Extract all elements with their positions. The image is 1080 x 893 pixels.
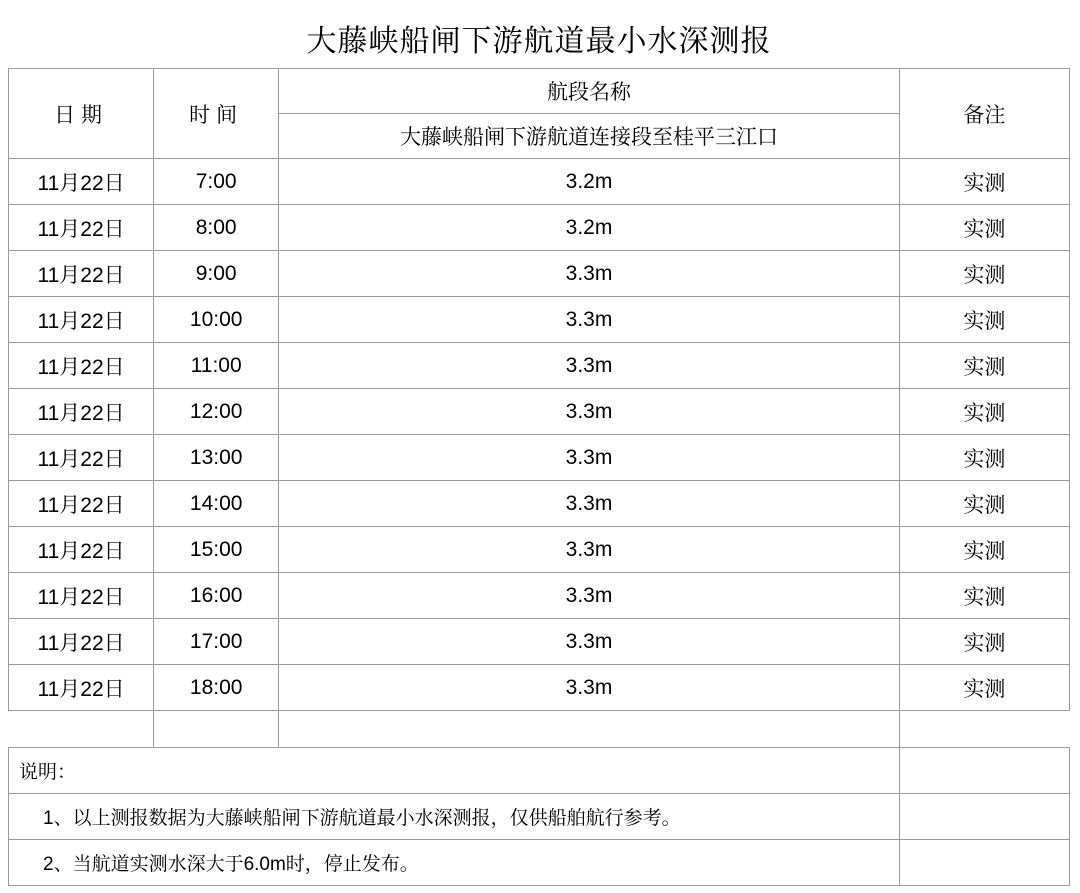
water-depth-report-table xyxy=(8,8,1070,886)
note-item-1: 1、以上测报数据为大藤峡船闸下游航道最小水深测报，仅供船舶航行参考。 xyxy=(9,794,900,840)
table-row xyxy=(9,297,1070,343)
cell-date: 11月22日 xyxy=(9,343,154,389)
cell-time: 15:00 xyxy=(154,527,279,573)
cell-time: 14:00 xyxy=(154,481,279,527)
cell-note: 实测 xyxy=(899,527,1069,573)
notes-label-row xyxy=(9,748,1070,794)
cell-depth: 3.3m xyxy=(279,573,900,619)
cell-note: 实测 xyxy=(899,389,1069,435)
cell-depth: 3.3m xyxy=(279,619,900,665)
header-note xyxy=(899,69,1069,159)
cell-time: 8:00 xyxy=(154,205,279,251)
cell-depth: 3.3m xyxy=(279,343,900,389)
spacer-cell xyxy=(899,711,1069,748)
header-date xyxy=(9,69,154,159)
cell-depth: 3.2m xyxy=(279,159,900,205)
table-row xyxy=(9,343,1070,389)
cell-time: 12:00 xyxy=(154,389,279,435)
cell-depth: 3.3m xyxy=(279,481,900,527)
cell-time: 18:00 xyxy=(154,665,279,711)
table-row xyxy=(9,251,1070,297)
cell-date: 11月22日 xyxy=(9,665,154,711)
cell-depth: 3.3m xyxy=(279,527,900,573)
cell-date: 11月22日 xyxy=(9,527,154,573)
spacer-row xyxy=(9,711,1070,748)
note-item-1-tail xyxy=(899,794,1069,840)
header-segment-name: 大藤峡船闸下游航道连接段至桂平三江口 xyxy=(279,114,900,159)
cell-time: 11:00 xyxy=(154,343,279,389)
cell-depth: 3.2m xyxy=(279,205,900,251)
cell-depth: 3.3m xyxy=(279,297,900,343)
cell-date: 11月22日 xyxy=(9,297,154,343)
table-row xyxy=(9,435,1070,481)
spacer-cell xyxy=(279,711,900,748)
cell-time: 17:00 xyxy=(154,619,279,665)
cell-date: 11月22日 xyxy=(9,251,154,297)
cell-note: 实测 xyxy=(899,205,1069,251)
table-row xyxy=(9,205,1070,251)
table-row xyxy=(9,481,1070,527)
title-row xyxy=(9,8,1070,69)
cell-depth: 3.3m xyxy=(279,251,900,297)
cell-depth: 3.3m xyxy=(279,435,900,481)
cell-time: 7:00 xyxy=(154,159,279,205)
cell-date: 11月22日 xyxy=(9,159,154,205)
cell-date: 11月22日 xyxy=(9,435,154,481)
note-item-2: 2、当航道实测水深大于6.0m时，停止发布。 xyxy=(9,840,900,886)
cell-depth: 3.3m xyxy=(279,389,900,435)
cell-note: 实测 xyxy=(899,665,1069,711)
note-item-2-tail xyxy=(899,840,1069,886)
notes-label: 说明： xyxy=(9,748,900,794)
note-item-row xyxy=(9,840,1070,886)
cell-note: 实测 xyxy=(899,297,1069,343)
header-segment-group: 航段名称 xyxy=(279,69,900,114)
report-page xyxy=(0,8,1080,893)
cell-time: 9:00 xyxy=(154,251,279,297)
header-row-1 xyxy=(9,69,1070,114)
notes-label-tail xyxy=(899,748,1069,794)
cell-note: 实测 xyxy=(899,573,1069,619)
cell-note: 实测 xyxy=(899,343,1069,389)
header-time-label: 时间 xyxy=(189,103,244,127)
spacer-cell xyxy=(9,711,154,748)
cell-date: 11月22日 xyxy=(9,573,154,619)
table-row xyxy=(9,573,1070,619)
cell-date: 11月22日 xyxy=(9,481,154,527)
cell-date: 11月22日 xyxy=(9,205,154,251)
cell-time: 13:00 xyxy=(154,435,279,481)
table-row xyxy=(9,159,1070,205)
cell-note: 实测 xyxy=(899,435,1069,481)
cell-time: 16:00 xyxy=(154,573,279,619)
page-title: 大藤峡船闸下游航道最小水深测报 xyxy=(306,25,772,58)
cell-note: 实测 xyxy=(899,159,1069,205)
cell-note: 实测 xyxy=(899,619,1069,665)
cell-note: 实测 xyxy=(899,481,1069,527)
cell-note: 实测 xyxy=(899,251,1069,297)
table-row xyxy=(9,665,1070,711)
header-note-label: 备注 xyxy=(963,103,1006,127)
header-time xyxy=(154,69,279,159)
cell-depth: 3.3m xyxy=(279,665,900,711)
cell-date: 11月22日 xyxy=(9,389,154,435)
table-row xyxy=(9,619,1070,665)
spacer-cell xyxy=(154,711,279,748)
header-date-label: 日期 xyxy=(54,103,109,127)
table-row xyxy=(9,389,1070,435)
table-row xyxy=(9,527,1070,573)
cell-date: 11月22日 xyxy=(9,619,154,665)
note-item-row xyxy=(9,794,1070,840)
cell-time: 10:00 xyxy=(154,297,279,343)
